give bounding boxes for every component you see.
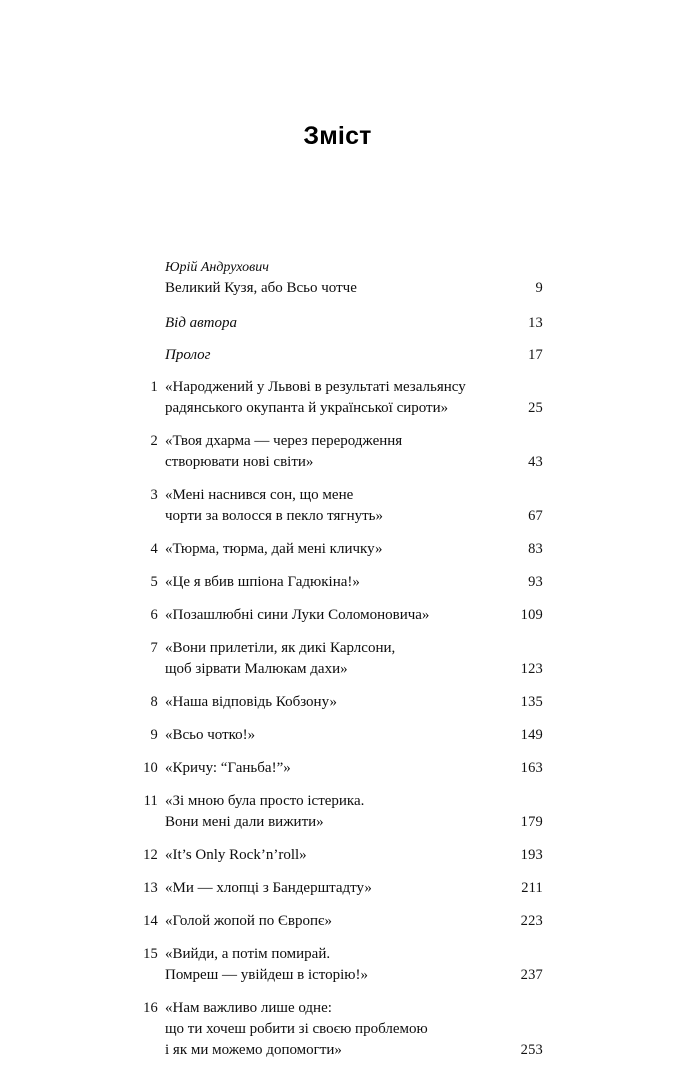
toc-entry[interactable] bbox=[131, 258, 543, 299]
toc-entry-number: 11 bbox=[143, 793, 158, 809]
dot-leader bbox=[354, 669, 497, 670]
toc-entry-title-line bbox=[165, 659, 499, 680]
toc-entry-body bbox=[158, 431, 499, 473]
toc-entry-page-number: 9 bbox=[535, 280, 543, 296]
toc-entry[interactable] bbox=[131, 878, 543, 899]
dot-leader bbox=[243, 323, 497, 324]
dot-leader bbox=[435, 615, 497, 616]
toc-entry-page-number: 13 bbox=[528, 315, 543, 331]
toc-entry-title-line bbox=[165, 539, 499, 560]
toc-entry-title-text: «Це я вбив шпіона Гадюкіна!» bbox=[165, 574, 360, 590]
toc-entry-number: 10 bbox=[143, 760, 158, 776]
toc-entry[interactable] bbox=[131, 431, 543, 473]
toc-entry-body bbox=[158, 758, 499, 779]
toc-entry-title-line bbox=[165, 878, 499, 899]
toc-list bbox=[131, 258, 543, 1073]
dot-leader bbox=[338, 921, 497, 922]
toc-entry-number: 8 bbox=[150, 694, 158, 710]
dot-leader bbox=[363, 288, 497, 289]
toc-entry-body bbox=[158, 258, 499, 299]
toc-entry-page-number: 17 bbox=[528, 347, 543, 363]
toc-entry-title-line: що ти хочеш робити зі своєю проблемою bbox=[165, 1021, 428, 1037]
toc-entry-page-number: 163 bbox=[520, 760, 543, 776]
toc-entry-title-text: Великий Кузя, або Всьо чотче bbox=[165, 280, 357, 296]
toc-entry-page-number: 237 bbox=[520, 967, 543, 983]
toc-entry[interactable] bbox=[131, 485, 543, 527]
toc-entry-number: 13 bbox=[143, 880, 158, 896]
toc-entry[interactable] bbox=[131, 845, 543, 866]
toc-entry-number: 14 bbox=[143, 913, 158, 929]
toc-entry-number: 12 bbox=[143, 847, 158, 863]
toc-entry-title-line: «Вийди, а потім помирай. bbox=[165, 946, 331, 962]
toc-entry-title-line bbox=[165, 692, 499, 713]
toc-entry[interactable] bbox=[131, 539, 543, 560]
dot-leader bbox=[261, 735, 497, 736]
toc-entry-page-number: 83 bbox=[528, 541, 543, 557]
toc-entry[interactable] bbox=[131, 313, 543, 334]
toc-entry[interactable] bbox=[131, 998, 543, 1061]
toc-entry[interactable] bbox=[131, 911, 543, 932]
toc-entry-number: 1 bbox=[150, 379, 158, 395]
toc-entry-title-line bbox=[165, 605, 499, 626]
toc-entry-title-line bbox=[165, 845, 499, 866]
dot-leader bbox=[343, 702, 497, 703]
toc-entry[interactable] bbox=[131, 944, 543, 986]
dot-leader bbox=[454, 408, 497, 409]
toc-entry-body bbox=[158, 313, 499, 334]
toc-entry-body bbox=[158, 791, 499, 833]
dot-leader bbox=[313, 855, 497, 856]
toc-entry-number: 16 bbox=[143, 1000, 158, 1016]
toc-entry-body bbox=[158, 377, 499, 419]
toc-entry-number: 3 bbox=[150, 487, 158, 503]
toc-entry[interactable] bbox=[131, 638, 543, 680]
toc-entry-author: Юрій Андрухович bbox=[165, 260, 269, 275]
toc-entry[interactable] bbox=[131, 345, 543, 366]
toc-entry-title-line bbox=[165, 758, 499, 779]
toc-entry-body bbox=[158, 911, 499, 932]
toc-entry-body bbox=[158, 944, 499, 986]
toc-entry[interactable] bbox=[131, 758, 543, 779]
toc-entry-title-line bbox=[165, 278, 499, 299]
toc-entry-body bbox=[158, 539, 499, 560]
toc-entry-number: 15 bbox=[143, 946, 158, 962]
dot-leader bbox=[374, 975, 497, 976]
toc-entry-title-line bbox=[165, 452, 499, 473]
toc-entry-title-line bbox=[165, 398, 499, 419]
toc-entry-body bbox=[158, 692, 499, 713]
toc-entry-title-line bbox=[165, 506, 499, 527]
toc-entry-number: 2 bbox=[150, 433, 158, 449]
toc-entry-title-line: «Нам важливо лише одне: bbox=[165, 1000, 332, 1016]
toc-entry-page-number: 43 bbox=[528, 454, 543, 470]
toc-entry-page-number: 67 bbox=[528, 508, 543, 524]
toc-entry-title-text: і як ми можемо допомогти» bbox=[165, 1042, 342, 1058]
dot-leader bbox=[319, 462, 497, 463]
toc-entry-number: 9 bbox=[150, 727, 158, 743]
toc-entry-title-line bbox=[165, 572, 499, 593]
toc-entry-body bbox=[158, 572, 499, 593]
toc-entry-title-text: щоб зірвати Малюкам дахи» bbox=[165, 661, 348, 677]
toc-entry-title-line: «Народжений у Львові в результаті мезальянсу bbox=[165, 379, 466, 395]
toc-entry[interactable] bbox=[131, 572, 543, 593]
toc-entry-body bbox=[158, 485, 499, 527]
toc-entry-title-line bbox=[165, 345, 499, 366]
dot-leader bbox=[348, 1050, 497, 1051]
toc-entry[interactable] bbox=[131, 605, 543, 626]
toc-entry-page-number: 123 bbox=[520, 661, 543, 677]
toc-entry-body bbox=[158, 725, 499, 746]
toc-entry-page-number: 179 bbox=[520, 814, 543, 830]
toc-entry[interactable] bbox=[131, 377, 543, 419]
dot-leader bbox=[378, 888, 497, 889]
toc-entry-page-number: 25 bbox=[528, 400, 543, 416]
toc-entry-title-text: «Всьо чотко!» bbox=[165, 727, 256, 743]
toc-entry-title-line bbox=[165, 1040, 499, 1061]
toc-entry-title-line: «Зі мною була просто істерика. bbox=[165, 793, 365, 809]
toc-entry-title-text: Від автора bbox=[165, 315, 238, 331]
toc-entry-page-number: 253 bbox=[520, 1042, 543, 1058]
toc-entry-title-line bbox=[165, 911, 499, 932]
toc-entry-body bbox=[158, 345, 499, 366]
toc-entry-title-text: «Позашлюбні сини Луки Соломоновича» bbox=[165, 607, 430, 623]
toc-entry-page-number: 223 bbox=[520, 913, 543, 929]
toc-entry-title-text: чорти за волосся в пекло тягнуть» bbox=[165, 508, 383, 524]
toc-entry-body bbox=[158, 638, 499, 680]
toc-entry-title-line bbox=[165, 812, 499, 833]
dot-leader bbox=[330, 822, 497, 823]
toc-entry-title-text: «Ми — хлопці з Бандерштадту» bbox=[165, 880, 372, 896]
toc-entry-title-text: «Наша відповідь Кобзону» bbox=[165, 694, 337, 710]
toc-entry-body bbox=[158, 998, 499, 1061]
dot-leader bbox=[388, 549, 497, 550]
toc-entry[interactable] bbox=[131, 692, 543, 713]
toc-entry-number: 5 bbox=[150, 574, 158, 590]
dot-leader bbox=[366, 582, 497, 583]
toc-entry-title-text: створювати нові світи» bbox=[165, 454, 314, 470]
toc-entry-page-number: 193 bbox=[520, 847, 543, 863]
toc-entry-title-text: Вони мені дали вижити» bbox=[165, 814, 324, 830]
toc-entry-body bbox=[158, 605, 499, 626]
toc-entry[interactable] bbox=[131, 725, 543, 746]
toc-entry-number: 7 bbox=[150, 640, 158, 656]
toc-entry-page-number: 135 bbox=[520, 694, 543, 710]
page-title: Зміст bbox=[303, 122, 372, 150]
toc-entry-title-text: Помреш — увійдеш в історію!» bbox=[165, 967, 368, 983]
toc-entry-title-text: «Голой жопой по Європє» bbox=[165, 913, 332, 929]
toc-entry-title-line: «Твоя дхарма — через переродження bbox=[165, 433, 403, 449]
toc-entry-page-number: 109 bbox=[520, 607, 543, 623]
toc-entry-title-line: «Мені наснився сон, що мене bbox=[165, 487, 354, 503]
toc-entry-title-text: Пролог bbox=[165, 347, 211, 363]
toc-entry-number: 6 bbox=[150, 607, 158, 623]
toc-entry-body bbox=[158, 878, 499, 899]
toc-entry-title-line bbox=[165, 725, 499, 746]
toc-entry-title-text: «Тюрма, тюрма, дай мені кличку» bbox=[165, 541, 383, 557]
toc-entry-title-text: «It’s Only Rock’n’roll» bbox=[165, 847, 307, 863]
toc-entry[interactable] bbox=[131, 791, 543, 833]
dot-leader bbox=[297, 768, 497, 769]
toc-entry-page-number: 93 bbox=[528, 574, 543, 590]
toc-entry-title-text: радянського окупанта й української сироти» bbox=[165, 400, 449, 416]
toc-entry-title-line: «Вони прилетіли, як дикі Карлсони, bbox=[165, 640, 396, 656]
toc-entry-title-line bbox=[165, 965, 499, 986]
dot-leader bbox=[389, 516, 497, 517]
toc-entry-page-number: 211 bbox=[521, 880, 543, 896]
toc-entry-body bbox=[158, 845, 499, 866]
dot-leader bbox=[217, 355, 497, 356]
toc-entry-title-text: «Кричу: “Ганьба!”» bbox=[165, 760, 291, 776]
toc-entry-number: 4 bbox=[150, 541, 158, 557]
toc-entry-title-line bbox=[165, 313, 499, 334]
toc-entry-page-number: 149 bbox=[520, 727, 543, 743]
